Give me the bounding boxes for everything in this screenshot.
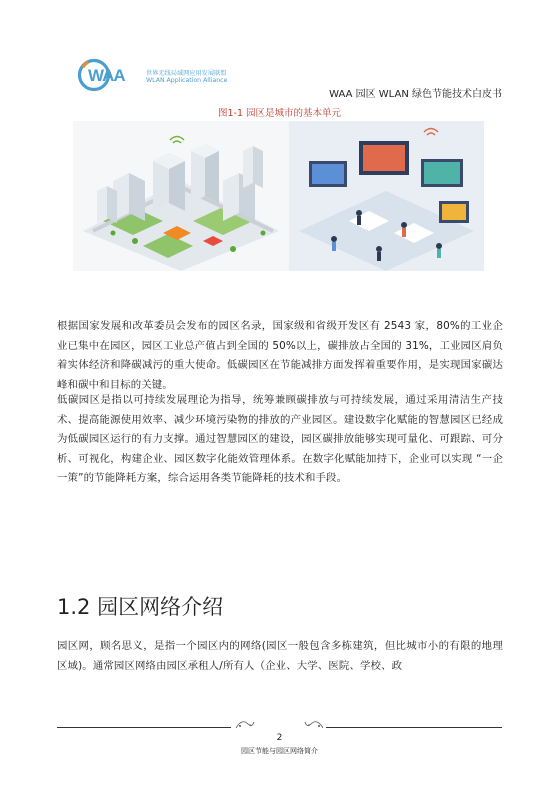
body-paragraph-2: 低碳园区是指以可持续发展理论为指导，统筹兼顾碳排放与可持续发展，通过采用清洁生产技术、提高能源使用效率、减少环境污染物的排放的产业园区。建设数字化赋能的智慧园区已经成为低碳园区运行的有力支撑。通过智慧园区的建设，园区碳排放能够实现可量化、可跟踪、可分析、可视化，构建企业、园区数字化能效管理体系。在数字化赋能加持下，企业可以实现 “一企一策”的节能降耗方案，综合运用各类节能降耗的技术和手段。 bbox=[57, 394, 503, 484]
footer-left-ornament-icon bbox=[234, 716, 256, 732]
figure-caption: 图1-1 园区是城市的基本单元 bbox=[217, 108, 342, 119]
document-title: WAA 园区 WLAN 绿色节能技术白皮书 bbox=[329, 89, 502, 100]
logo-chinese-name: 世界无线局域网应用发展联盟 bbox=[146, 70, 227, 77]
logo-english-name: WLAN Application Alliance bbox=[146, 77, 228, 84]
footer-right-ornament-icon bbox=[303, 716, 325, 732]
body-paragraph-3: 园区网，顾名思义，是指一个园区内的网络(园区一般包含多栋建筑，但比城市小的有限的地理区域)。通常园区网络由园区承租人/所有人（企业、大学、医院、学校、政 bbox=[57, 640, 503, 672]
figure-image bbox=[73, 121, 484, 271]
logo-mark: WAA bbox=[88, 66, 125, 85]
page-number: 2 bbox=[276, 733, 283, 743]
footer-section-name: 园区节能与园区网络简介 bbox=[241, 747, 318, 755]
waa-logo bbox=[76, 57, 226, 93]
section-heading: 1.2 园区网络介绍 bbox=[57, 595, 224, 619]
footer-rule-left bbox=[57, 727, 231, 728]
body-paragraph-1: 根据国家发展和改革委员会发布的园区名录，国家级和省级开发区有 2543 家，80%的工业企业已集中在园区，园区工业总产值占到全国的 50%以上，碳排放占全国的 31%，工业园区肩负着实体经济和降碳减污的重大使命。低碳园区在节能减排方面发挥着重要作用，是实现国家碳达峰和碳中和目标的关键。 bbox=[57, 320, 503, 391]
smart-campus-illustration bbox=[289, 121, 484, 271]
waa-logo-icon bbox=[76, 57, 142, 93]
isometric-city-illustration bbox=[73, 121, 289, 271]
footer-rule-right bbox=[326, 727, 502, 728]
